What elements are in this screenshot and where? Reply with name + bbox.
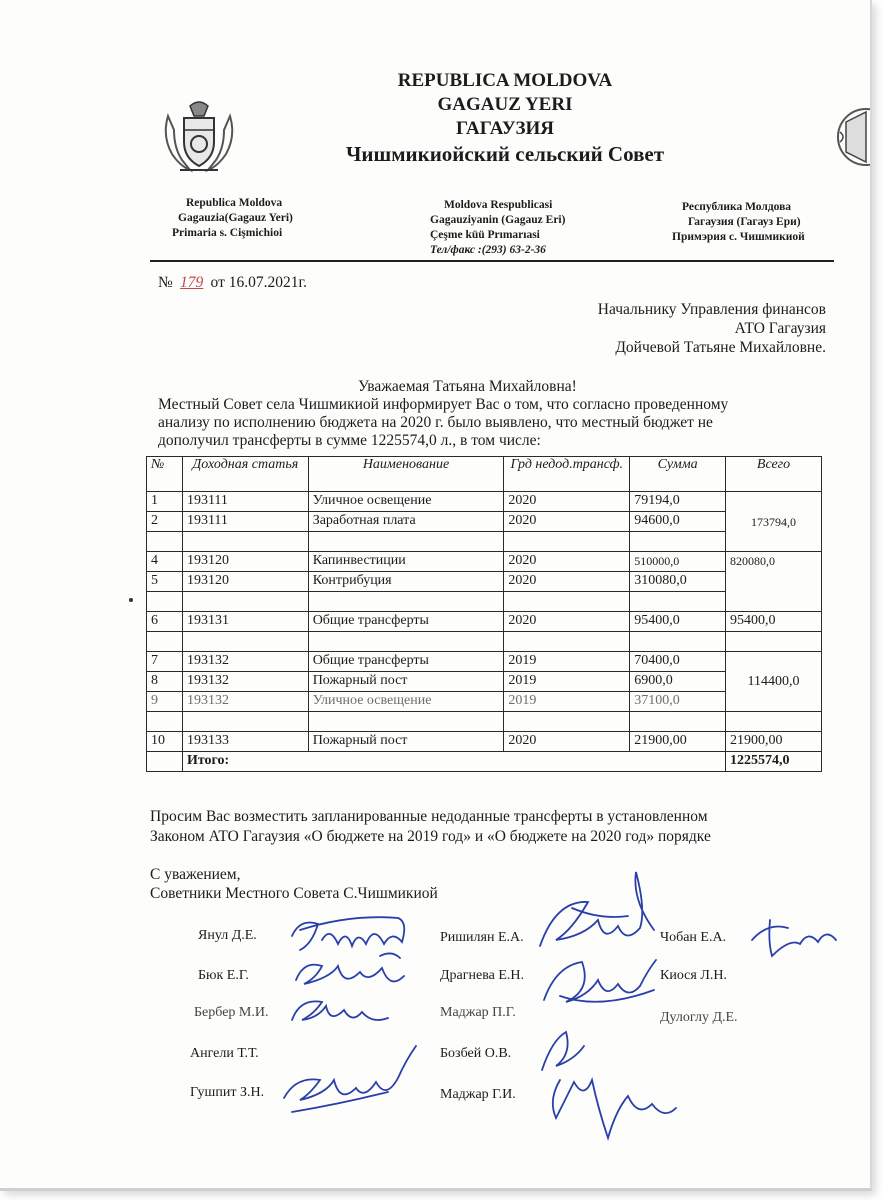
row-name: Уличное освещение — [308, 492, 504, 512]
signatory-right-1: Чобан Е.А. — [660, 930, 727, 945]
row-code: 193120 — [182, 572, 308, 592]
reference-prefix: № — [158, 274, 173, 291]
row-year: 2020 — [504, 512, 630, 532]
row-number: 10 — [147, 732, 183, 752]
closing-line-1: С уважением, — [150, 866, 241, 883]
signatory-right-3: Дулоглу Д.Е. — [660, 1010, 738, 1025]
group-total: 95400,0 — [726, 612, 822, 632]
signatory-right-2: Киося Л.Н. — [660, 968, 727, 983]
row-sum: 94600,0 — [630, 512, 726, 532]
row-name: Заработная плата — [308, 512, 504, 532]
row-sum: 6900,0 — [630, 672, 726, 692]
row-code: 193132 — [182, 652, 308, 672]
signatory-left-2: Бюк Е.Г. — [198, 968, 249, 983]
signature-byuk-icon — [296, 953, 404, 984]
col-header-year: Грд недод.трансф. — [504, 457, 630, 492]
row-name: Капинвестиции — [308, 552, 504, 572]
row-name: Пожарный пост — [308, 672, 504, 692]
row-year: 2020 — [504, 732, 630, 752]
request-line-1: Просим Вас возместить запланированные недоданные трансферты в установленном — [150, 808, 708, 825]
council-title: Чишмикиойский сельский Совет — [345, 142, 665, 166]
row-sum: 21900,00 — [630, 732, 726, 752]
row-year: 2020 — [504, 572, 630, 592]
intro-line-3: дополучил трансферты в сумме 1225574,0 л., в том числе: — [158, 432, 541, 449]
col-header-number: № — [147, 457, 183, 492]
row-year: 2019 — [504, 692, 630, 712]
row-code: 193120 — [182, 552, 308, 572]
row-name: Общие трансферты — [308, 612, 504, 632]
row-number: 2 — [147, 512, 183, 532]
total-label: Итого: — [182, 752, 725, 772]
signature-bozbey-icon — [542, 1032, 676, 1138]
signatory-middle-2: Драгнева Е.Н. — [440, 968, 525, 983]
block-left-3: Primaria s. Cişmichioi — [172, 227, 283, 239]
row-sum: 510000,0 — [630, 552, 726, 572]
row-year: 2020 — [504, 612, 630, 632]
row-code: 193133 — [182, 732, 308, 752]
row-year: 2020 — [504, 552, 630, 572]
block-right-3: Примэрия с. Чишмикиой — [672, 231, 805, 243]
row-name: Контрибуция — [308, 572, 504, 592]
row-code: 193132 — [182, 672, 308, 692]
intro-line-2: анализу по исполнению бюджета на 2020 г. было выявлено, что местный бюджет не — [158, 414, 713, 431]
row-number: 8 — [147, 672, 183, 692]
row-number: 4 — [147, 552, 183, 572]
row-sum: 310080,0 — [630, 572, 726, 592]
signature-rishilyan-icon — [540, 872, 654, 946]
signature-choban-icon — [752, 920, 836, 956]
signature-gushpit-icon — [284, 1046, 416, 1112]
addressee-2: АТО Гагаузия — [734, 320, 826, 337]
row-code: 193111 — [182, 512, 308, 532]
signatory-left-4: Ангели Т.Т. — [190, 1046, 259, 1061]
closing-line-2: Советники Местного Совета С.Чишмикиой — [150, 885, 438, 902]
row-sum: 37100,0 — [630, 692, 726, 712]
intro-line-1: Местный Совет села Чишмикиой информирует Вас о том, что согласно проведенному — [158, 396, 729, 413]
total-value: 1225574,0 — [726, 752, 822, 772]
block-left-1: Republica Moldova — [186, 197, 283, 209]
signatory-middle-3: Маджар П.Г. — [440, 1005, 516, 1020]
block-center-3: Çeşme küü Prımarıasi — [430, 229, 540, 241]
row-number: 5 — [147, 572, 183, 592]
row-name: Общие трансферты — [308, 652, 504, 672]
header-line-3: ГАГАУЗИЯ — [455, 118, 555, 139]
salutation: Уважаемая Татьяна Михайловна! — [358, 378, 577, 395]
row-number: 7 — [147, 652, 183, 672]
signatory-middle-5: Маджар Г.И. — [440, 1087, 516, 1102]
addressee-1: Начальнику Управления финансов — [597, 301, 826, 318]
row-name: Пожарный пост — [308, 732, 504, 752]
dot-mark — [129, 598, 133, 602]
row-name: Уличное освещение — [308, 692, 504, 712]
row-year: 2020 — [504, 492, 630, 512]
signatory-left-5: Гушпит З.Н. — [190, 1085, 265, 1100]
signatory-middle-4: Бозбей О.В. — [440, 1046, 512, 1061]
row-sum: 79194,0 — [630, 492, 726, 512]
block-left-2: Gagauzia(Gagauz Yeri) — [178, 212, 293, 224]
block-center-1: Moldova Respublicasi — [444, 199, 553, 211]
col-header-name: Наименование — [308, 457, 504, 492]
row-number: 1 — [147, 492, 183, 512]
col-header-total: Всего — [726, 457, 822, 492]
row-number: 6 — [147, 612, 183, 632]
group-total: 173794,0 — [726, 492, 822, 552]
row-year: 2019 — [504, 652, 630, 672]
request-line-2: Законом АТО Гагаузия «О бюджете на 2019 год» и «О бюджете на 2020 год» порядке — [150, 828, 711, 845]
reference-date: от 16.07.2021г. — [210, 274, 307, 291]
row-code: 193132 — [182, 692, 308, 712]
row-code: 193111 — [182, 492, 308, 512]
signatory-left-1: Янул Д.Е. — [198, 928, 257, 943]
row-sum: 95400,0 — [630, 612, 726, 632]
row-number: 9 — [147, 692, 183, 712]
group-total: 820080,0 — [726, 552, 822, 612]
reference-number: 179 — [180, 274, 204, 291]
group-total: 21900,00 — [726, 732, 822, 752]
signature-dragneva-icon — [544, 960, 656, 1002]
block-center-phone: Тел/факс :(293) 63-2-36 — [430, 244, 546, 256]
col-header-code: Доходная статья — [182, 457, 308, 492]
addressee-3: Дойчевой Татьяне Михайловне. — [615, 339, 826, 356]
row-sum: 70400,0 — [630, 652, 726, 672]
group-total: 114400,0 — [726, 652, 822, 712]
signatory-left-3: Бербер М.И. — [194, 1005, 269, 1020]
col-header-sum: Сумма — [630, 457, 726, 492]
signature-berber-icon — [292, 1001, 388, 1020]
block-right-1: Республика Молдова — [682, 201, 792, 213]
block-center-2: Gagauziyanin (Gagauz Eri) — [430, 214, 566, 226]
block-right-2: Гагаузия (Гагауз Ери) — [688, 216, 801, 228]
row-year: 2019 — [504, 672, 630, 692]
signatory-middle-1: Ришилян Е.А. — [440, 930, 524, 945]
header-line-2: GAGAUZ YERI — [437, 94, 573, 115]
signature-yanul-icon — [292, 917, 404, 950]
header-line-1: REPUBLICA MOLDOVA — [397, 70, 613, 91]
row-code: 193131 — [182, 612, 308, 632]
